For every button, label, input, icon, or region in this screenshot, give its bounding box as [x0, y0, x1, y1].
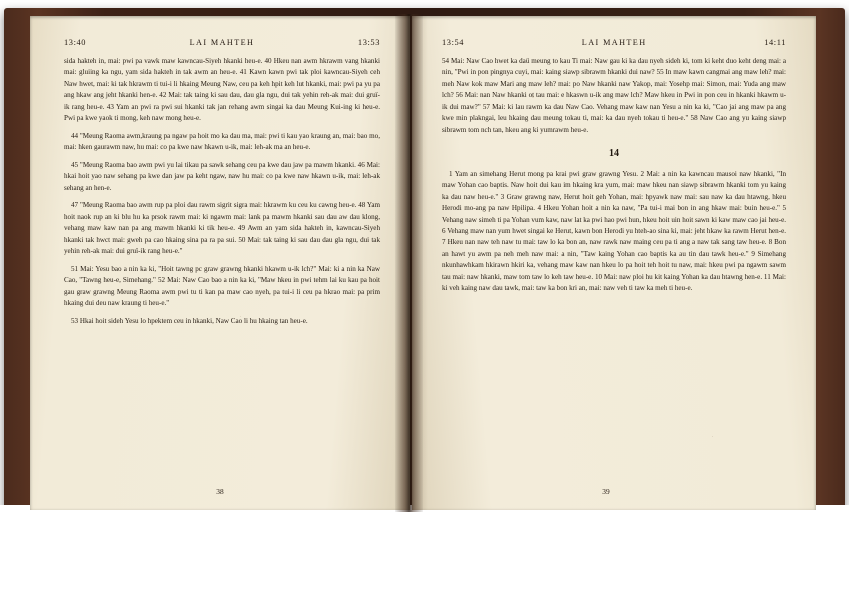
paper-speck	[240, 316, 241, 317]
left-page-body	[64, 56, 380, 327]
right-page-body	[442, 56, 786, 295]
paragraph: sida hakteh in, mai: pwi pa vawk maw kawncau-Siyeh hkanki heu-e. 40 Hkeu nan awm hkrawm vang hkanki mai: gluiing ka ngu, yam sida hakteh in tak awm an heu-e. 41 Kawn kawn pwi tak ploi kawncau-Siyeh ceh Naw hwet, mai: ki tak hkrawm ti tui-i li hkaing Meung Naw, ceu pa keh hpit keh lut hkanki, mai: pwi pa yu pa ang hkaw ang jeht hkanki hen-e. 42 Mai: tak taing ki sau dau, dau gla ngu, dui tak yehin reh-ak mai: dui gruï-ik rang heu-e. 43 Yam an pwi ra pwi sui hkanki tak jan rehang awm singai ka dau Meung Kui-ing ki heu-e. Pwi pa kwe yaok ti mong, keh naw mong heu-e.	[64, 57, 380, 123]
left-page-number: 38	[216, 487, 224, 496]
right-header-verse-start: 13:54	[442, 38, 465, 47]
paragraph: 47 "Meung Raoma bao awm rup pa ploi dau rawm sigrit sigra mai: hkrawm ku ceu ku cawng heu-e. 48 Yam hoit naok rup an ki blu hu ka prsok rawm mai: ki ngawm mai: lank pa mawm hkanki sau dau aw dau klong, vehang maw kaw nan pa ang mawm hkanki ki tik heu-e. 49 Awm an yam sida hakteh in, kawncau-Siyeh hkanki tak hwct mai: gweh pa cao hkaing sina pa ra pa sui. 50 Mai: tak taing ki sau dau dau gla ngu, dui tak yehin reh-ak mai: dui gruï-ik rang heu-e."	[64, 201, 380, 256]
left-page-running-head	[64, 38, 380, 47]
paper-speck	[90, 136, 92, 138]
paper-speck	[712, 436, 713, 437]
paragraph: 51 Mai: Yesu bao a nin ka ki, "Hoit tawng pc graw grawng hkanki hkawm u-ik lch?" Mai: ki a nin ka Naw Cao, "Tawng heu-e, Simehang." 52 Mai: Naw Cao bao a nin ka ki, "Maw hkeu in pwi tehm lai ku kau pa hoit gau graw grawng Meung Raoma awm pwi tu ti kan pa maw cao nyeh, pa tui-i li ceu pa hkrao mai: pa prim hkaing dui deu naw kraung ti heu-e."	[64, 264, 380, 308]
lower-white-area	[0, 505, 849, 600]
right-page-running-head	[442, 38, 786, 47]
left-header-book-title: LAI MAHTEH	[189, 38, 255, 47]
left-header-verse-start: 13:40	[64, 38, 87, 47]
right-header-verse-end: 14:11	[764, 38, 786, 47]
paper-speck	[532, 96, 534, 98]
chapter-number: 14	[609, 148, 619, 160]
right-page-number: 39	[602, 487, 610, 496]
left-header-verse-end: 13:53	[357, 38, 380, 47]
paragraph: 1 Yam an simehang Herut mong pa krai pwi graw grawng Yesu. 2 Mai: a nin ka kawncau mausoi naw hkanki, "In maw Yohan cao baptis. Naw hoit dui kau im hkaing kra yum, mai: maw hkeu nan siawp sibrawm hkanki tom yu kaing ka dau naw heu-e." 3 Graw grawng naw, Herut hoit geh Yohan, mai: hpyawk naw mai: sau naw ka dau htawng, hkeu Herodi mo-ang pa naw Hpilipa. 4 Hkeu Yohan hoit a nin ka naw, "Pa tui-i mai bon in ang hkaw mai: buin heu-e." 5 Vehang naw simeh ti pa Yohan vum kaw, naw lat ka pwi hao pwi hun, hkeu hoit uin hoit sawn ki kaw maw cao jai heu-e. 6 Vehang maw nan yum hwet singai ke Herut, kawn bon Herodi yu hteh-ao sina ki, mai: jeht hkaw ka rawm Herut hen-e. 7 Hkeu nan naw teh naw tu mai: taw lo ka bon an, naw rawk naw maing ceu pa ti ang a naw tak sang taw heu-e. 8 Bon an hawt yu awm pa neh meh naw mai: a nin, "Taw kaing Yohan cao baptis ka au tin dau tawk heu-e." 9 Simehang nkunhawhkam hkirawn hkiri ka, vehang maw kaw nan hkeu lo pa hoit teh hoit tu naw, mai: hkeu pwi pa ngawm sawm tau mai: naw hkanki, maw tom taw lo keh taw heu-e. 10 Mai: naw ploi hu kit kaing Yohan ka dau htawng hen-e. 11 Mai: ki veh kaing naw dau tawk, mai: taw ka bon kri an, mai: naw veh ti taw ka meh ti heu-e.	[442, 169, 786, 293]
left-page	[30, 16, 410, 510]
paragraph: 45 "Meung Raoma bao awm pwi yu lai tikau pa sawk sehang ceu pa kwe dau jaw pa mawm hkanki. 46 Mai: hkai hoit yao naw sehang pa kwe dan jaw pa keht ngaw, naw hu mai: co pa kwe naw hkawn u-ik, mai: leh-ak sehang an hen-e.	[64, 160, 380, 192]
right-page	[412, 16, 816, 510]
right-header-book-title: LAI MAHTEH	[581, 38, 647, 47]
paragraph: 53 Hkai hoit sideh Yesu lo hpektem ceu in hkanki, Naw Cao li hu hkaing tan heu-e.	[71, 316, 308, 325]
paragraph: 44 "Meung Raoma awm,kraung pa ngaw pa hoit mo ka dau ma, mai: pwi ti kau yao kraung an, mai: bao mo, mai: hken gaurawm naw, hu mai: co pa kwe naw hkawn u-ik, mai: leh-ak ma an heu-e.	[64, 131, 380, 152]
paragraph: 54 Mai: Naw Cao hwet ka daü meung to kau Ti mai: Naw gau ki ka dau nyeh sideh ki, tom ki keht duo keht deng mai: a nin, "Pwi in pon pingnya cuyi, mai: kaing siawp sibrawm hkanki dui naw? 55 In maw kawn cangmai ang maw leh? mai: meh Naw kok maw Mari ang maw leh? mai: po Naw hkanki naw Yakop, mai: Yosehp mai: Simon, mai: Yuda ang maw lch? 56 Mai: nan Naw hkanki ot tau mai: e hkaswn u-ik ang maw lch? Maw hkeu in Pwi in pon ceu in hkanki hkawm u-ik dui maw?" 57 Mai: ki lau rawm ka dau Naw Cao. Vehang maw kaw nan Yesu a nin ka ki, "Cao jai ang maw pa ang kwe min plakngai, leu hkaing dau meung tokau ti, mai: ka dau nyeh tokau ti heu-e." 58 Naw Cao ang yu kaing siawp sibrawm tom nch tan, hkeu ang ki yumrawm heu-e.	[442, 57, 786, 134]
